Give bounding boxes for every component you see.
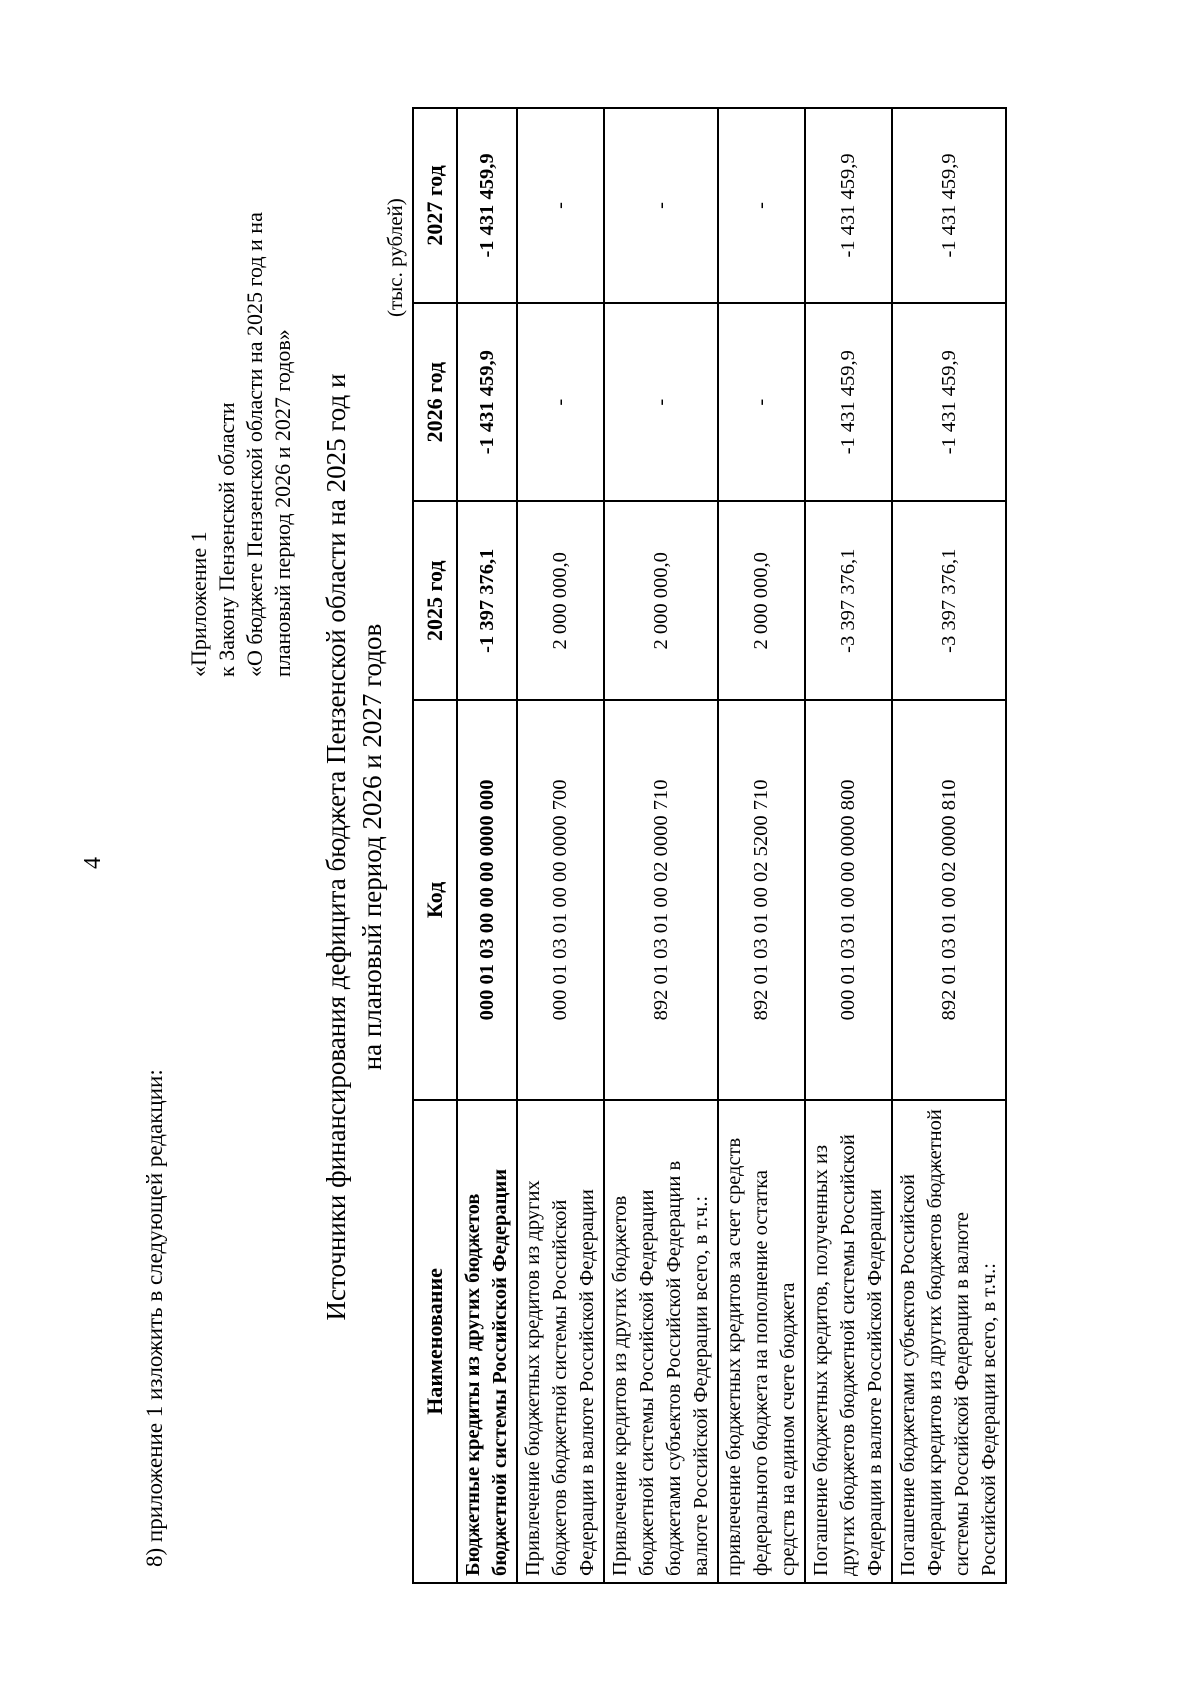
table-row — [604, 108, 718, 1583]
cell-code: 000 01 03 00 00 00 0000 000 — [457, 700, 517, 1100]
appendix-header — [185, 212, 297, 677]
cell-2027: - — [517, 108, 604, 303]
cell-2025: -1 397 376,1 — [457, 501, 517, 700]
cell-code: 892 01 03 01 00 02 0000 710 — [604, 700, 718, 1100]
table-header-row — [413, 108, 457, 1583]
intro-text: 8) приложение 1 изложить в следующей редакции: — [142, 1069, 167, 1567]
table-row — [718, 108, 805, 1583]
table-row — [457, 108, 517, 1583]
header-code: Код — [413, 700, 457, 1100]
cell-2025: 2 000 000,0 — [718, 501, 805, 700]
appendix-line: к Закону Пензенской области — [214, 402, 239, 677]
appendix-line: плановый период 2026 и 2027 годов» — [270, 329, 295, 677]
document-title — [318, 327, 390, 1367]
cell-name: Бюджетные кредиты из других бюджетов бюджетной системы Российской Федерации — [457, 1100, 517, 1583]
table-row — [805, 108, 892, 1583]
cell-name: привлечение бюджетных кредитов за счет средств федерального бюджета на пополнение остатка средств на едином счете бюджета — [718, 1100, 805, 1583]
title-line-2: на плановый период 2026 и 2027 годов — [357, 623, 387, 1071]
appendix-line: «О бюджете Пензенской области на 2025 год и на — [242, 212, 267, 677]
cell-2027: -1 431 459,9 — [805, 108, 892, 303]
cell-2025: -3 397 376,1 — [805, 501, 892, 700]
cell-2026: -1 431 459,9 — [892, 303, 1006, 502]
cell-code: 892 01 03 01 00 02 5200 710 — [718, 700, 805, 1100]
cell-code: 000 01 03 01 00 00 0000 700 — [517, 700, 604, 1100]
cell-2026: -1 431 459,9 — [457, 303, 517, 502]
table-row — [517, 108, 604, 1583]
header-2025: 2025 год — [413, 501, 457, 700]
header-2027: 2027 год — [413, 108, 457, 303]
cell-code: 892 01 03 01 00 02 0000 810 — [892, 700, 1006, 1100]
cell-2026: - — [718, 303, 805, 502]
cell-2025: -3 397 376,1 — [892, 501, 1006, 700]
title-line-1: Источники финансирования дефицита бюджета Пензенской области на 2025 год и — [321, 373, 351, 1321]
cell-code: 000 01 03 01 00 00 0000 800 — [805, 700, 892, 1100]
cell-name: Привлечение бюджетных кредитов из других бюджетов бюджетной системы Российской Федерации в валюте Российской Федерации — [517, 1100, 604, 1583]
cell-2025: 2 000 000,0 — [517, 501, 604, 700]
cell-name: Погашение бюджетных кредитов, полученных из других бюджетов бюджетной системы Российской Федерации в валюте Российской Федерации — [805, 1100, 892, 1583]
appendix-line: «Приложение 1 — [186, 531, 211, 677]
cell-2027: -1 431 459,9 — [892, 108, 1006, 303]
cell-2026: -1 431 459,9 — [805, 303, 892, 502]
table-row — [892, 108, 1006, 1583]
financing-table — [412, 107, 1007, 1584]
cell-name: Погашение бюджетами субъектов Российской Федерации кредитов из других бюджетов бюджетной системы Российской Федерации в валюте Российской Федерации всего, в т.ч.: — [892, 1100, 1006, 1583]
cell-2027: - — [604, 108, 718, 303]
header-2026: 2026 год — [413, 303, 457, 502]
cell-2026: - — [517, 303, 604, 502]
cell-2025: 2 000 000,0 — [604, 501, 718, 700]
cell-2026: - — [604, 303, 718, 502]
header-name: Наименование — [413, 1100, 457, 1583]
page-number: 4 — [80, 857, 106, 869]
units-label: (тыс. рублей) — [383, 198, 407, 317]
cell-2027: - — [718, 108, 805, 303]
cell-2027: -1 431 459,9 — [457, 108, 517, 303]
cell-name: Привлечение кредитов из других бюджетов бюджетной системы Российской Федерации бюджетами субъектов Российской Федерации в валюте Российской Федерации всего, в т.ч.: — [604, 1100, 718, 1583]
